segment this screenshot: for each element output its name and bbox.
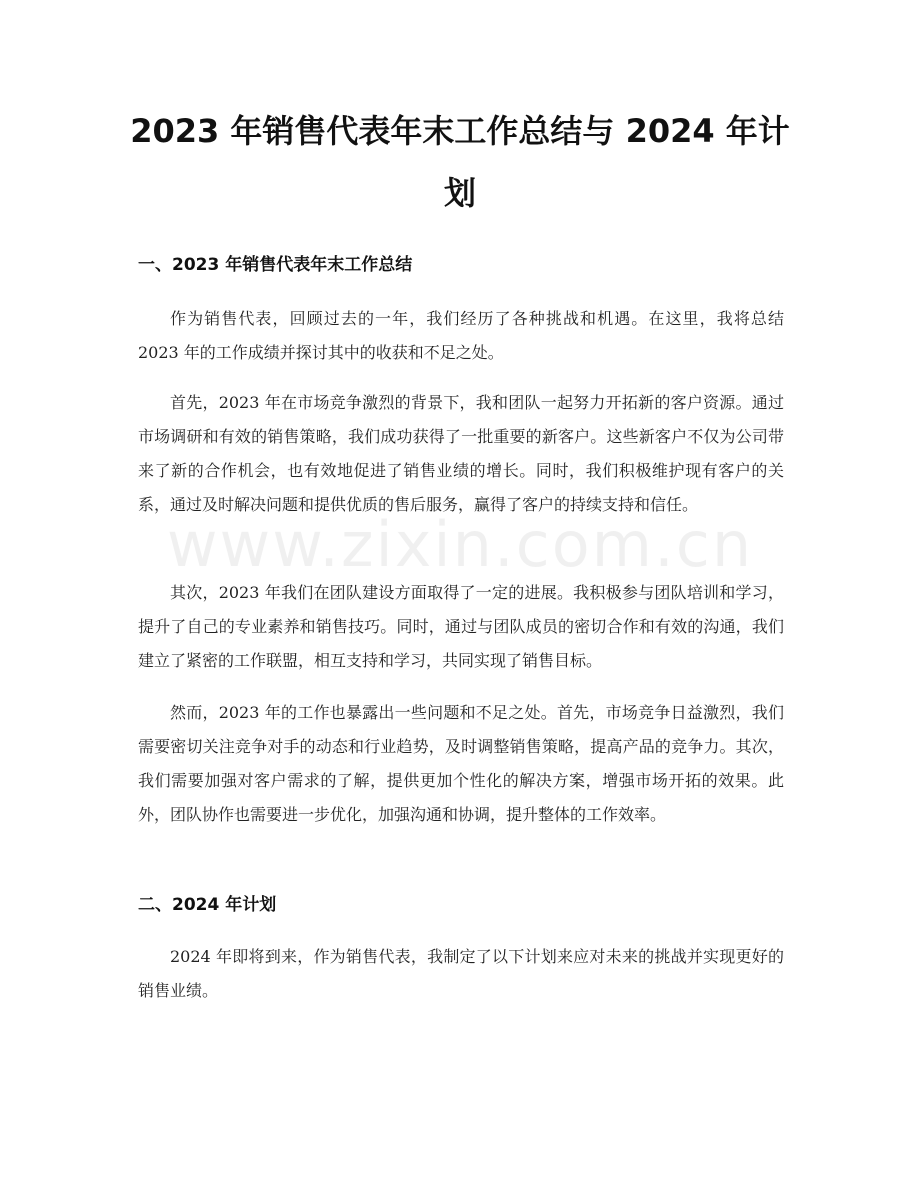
paragraph-new-clients: 首先，2023 年在市场竞争激烈的背景下，我和团队一起努力开拓新的客户资源。通过市场调研和有效的销售策略，我们成功获得了一批重要的新客户。这些新客户不仅为公司带来了新的合作机会，也有效地促进了销售业绩的增长。同时，我们积极维护现有客户的关系，通过及时解决问题和提供优质的售后服务，赢得了客户的持续支持和信任。	[138, 393, 784, 514]
paragraph-problems: 然而，2023 年的工作也暴露出一些问题和不足之处。首先，市场竞争日益激烈，我们需要密切关注竞争对手的动态和行业趋势，及时调整销售策略，提高产品的竞争力。其次，我们需要加强对客户需求的了解，提供更加个性化的解决方案，增强市场开拓的效果。此外，团队协作也需要进一步优化，加强沟通和协调，提升整体的工作效率。	[138, 703, 784, 824]
section-heading-plan: 二、2024 年计划	[138, 895, 277, 915]
paragraph-team-building: 其次，2023 年我们在团队建设方面取得了一定的进展。我积极参与团队培训和学习，提升了自己的专业素养和销售技巧。同时，通过与团队成员的密切合作和有效的沟通，我们建立了紧密的工作联盟，相互支持和学习，共同实现了销售目标。	[138, 583, 784, 670]
watermark: www.zixin.com.cn	[166, 508, 754, 581]
paragraph-intro: 作为销售代表，回顾过去的一年，我们经历了各种挑战和机遇。在这里，我将总结 2023 年的工作成绩并探讨其中的收获和不足之处。	[138, 309, 784, 362]
section-heading-summary: 一、2023 年销售代表年末工作总结	[138, 255, 413, 275]
paragraph-plan-intro: 2024 年即将到来，作为销售代表，我制定了以下计划来应对未来的挑战并实现更好的销售业绩。	[138, 947, 784, 1000]
document-title: 2023 年销售代表年末工作总结与 2024 年计划	[130, 112, 790, 212]
